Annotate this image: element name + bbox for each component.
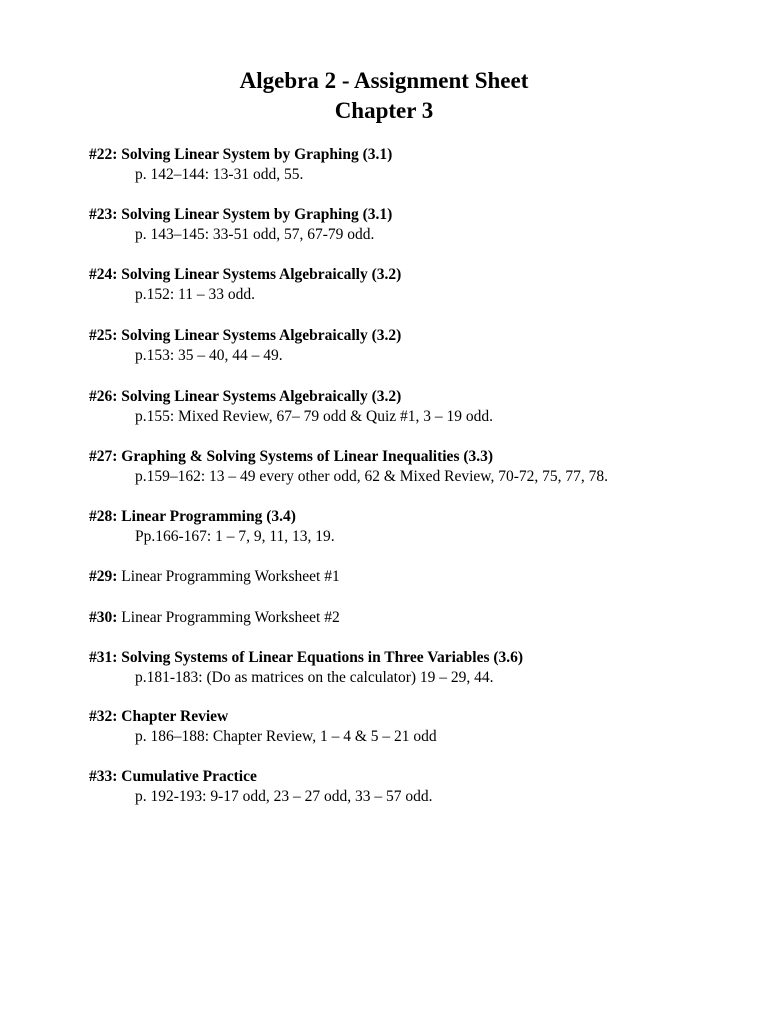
assignment-number: #30: — [89, 609, 118, 626]
page-title: Algebra 2 - Assignment Sheet — [239, 68, 529, 93]
assignment-heading — [89, 648, 749, 668]
assignment-topic: Solving Linear System by Graphing (3.1) — [121, 146, 393, 163]
assignment-heading — [89, 387, 749, 407]
assignment-pages: p. 143–145: 33-51 odd, 57, 67-79 odd. — [135, 226, 375, 243]
assignment-number: #29: — [89, 568, 118, 585]
assignment-topic: Solving Linear Systems Algebraically (3.2) — [121, 388, 402, 405]
assignment-pages: p. 186–188: Chapter Review, 1 – 4 & 5 – 21 odd — [135, 728, 437, 745]
assignment-topic: Solving Systems of Linear Equations in Three Variables (3.6) — [121, 649, 524, 666]
assignment-topic: Graphing & Solving Systems of Linear Inequalities (3.3) — [121, 448, 494, 465]
assignment-item — [89, 608, 749, 628]
assignment-pages: p. 142–144: 13-31 odd, 55. — [135, 166, 304, 183]
assignment-pages: Pp.166-167: 1 – 7, 9, 11, 13, 19. — [135, 528, 335, 545]
assignment-topic: Linear Programming (3.4) — [121, 508, 296, 525]
assignment-item — [89, 387, 749, 427]
assignment-topic: Solving Linear Systems Algebraically (3.2) — [121, 327, 402, 344]
assignment-item — [89, 707, 749, 747]
assignment-item — [89, 648, 749, 688]
assignment-topic: Linear Programming Worksheet #1 — [121, 568, 340, 585]
assignment-item — [89, 326, 749, 366]
assignment-topic: Linear Programming Worksheet #2 — [121, 609, 340, 626]
assignment-heading — [89, 567, 749, 587]
assignment-topic: Cumulative Practice — [121, 768, 257, 785]
assignment-item — [89, 567, 749, 587]
assignment-pages: p.155: Mixed Review, 67– 79 odd & Quiz #1, 3 – 19 odd. — [135, 408, 494, 425]
assignment-pages: p. 192-193: 9-17 odd, 23 – 27 odd, 33 – 57 odd. — [135, 788, 433, 805]
assignment-pages: p.152: 11 – 33 odd. — [135, 286, 255, 303]
assignment-pages: p.159–162: 13 – 49 every other odd, 62 & Mixed Review, 70-72, 75, 77, 78. — [135, 468, 608, 485]
assignment-item — [89, 205, 749, 245]
assignment-heading — [89, 326, 749, 346]
assignment-item — [89, 507, 749, 547]
assignment-item — [89, 447, 749, 487]
assignment-item — [89, 767, 749, 807]
assignment-number: #22: — [89, 146, 118, 163]
assignment-topic: Solving Linear Systems Algebraically (3.2) — [121, 266, 402, 283]
assignment-heading — [89, 265, 749, 285]
assignment-heading — [89, 707, 749, 727]
assignment-number: #26: — [89, 388, 118, 405]
title-block — [0, 66, 768, 126]
assignment-number: #23: — [89, 206, 118, 223]
chapter-title: Chapter 3 — [334, 98, 434, 123]
assignment-heading — [89, 608, 749, 628]
assignment-topic: Solving Linear System by Graphing (3.1) — [121, 206, 393, 223]
assignment-pages: p.153: 35 – 40, 44 – 49. — [135, 347, 283, 364]
assignment-number: #24: — [89, 266, 118, 283]
assignment-number: #31: — [89, 649, 118, 666]
assignment-heading — [89, 507, 749, 527]
assignment-number: #27: — [89, 448, 118, 465]
assignment-item — [89, 265, 749, 305]
assignment-number: #25: — [89, 327, 118, 344]
assignment-pages: p.181-183: (Do as matrices on the calculator) 19 – 29, 44. — [135, 669, 494, 686]
assignment-number: #33: — [89, 768, 118, 785]
assignment-number: #32: — [89, 708, 118, 725]
assignment-item — [89, 145, 749, 185]
assignment-heading — [89, 205, 749, 225]
assignment-heading — [89, 145, 749, 165]
assignment-number: #28: — [89, 508, 118, 525]
assignment-heading — [89, 447, 749, 467]
assignment-heading — [89, 767, 749, 787]
assignment-topic: Chapter Review — [121, 708, 229, 725]
